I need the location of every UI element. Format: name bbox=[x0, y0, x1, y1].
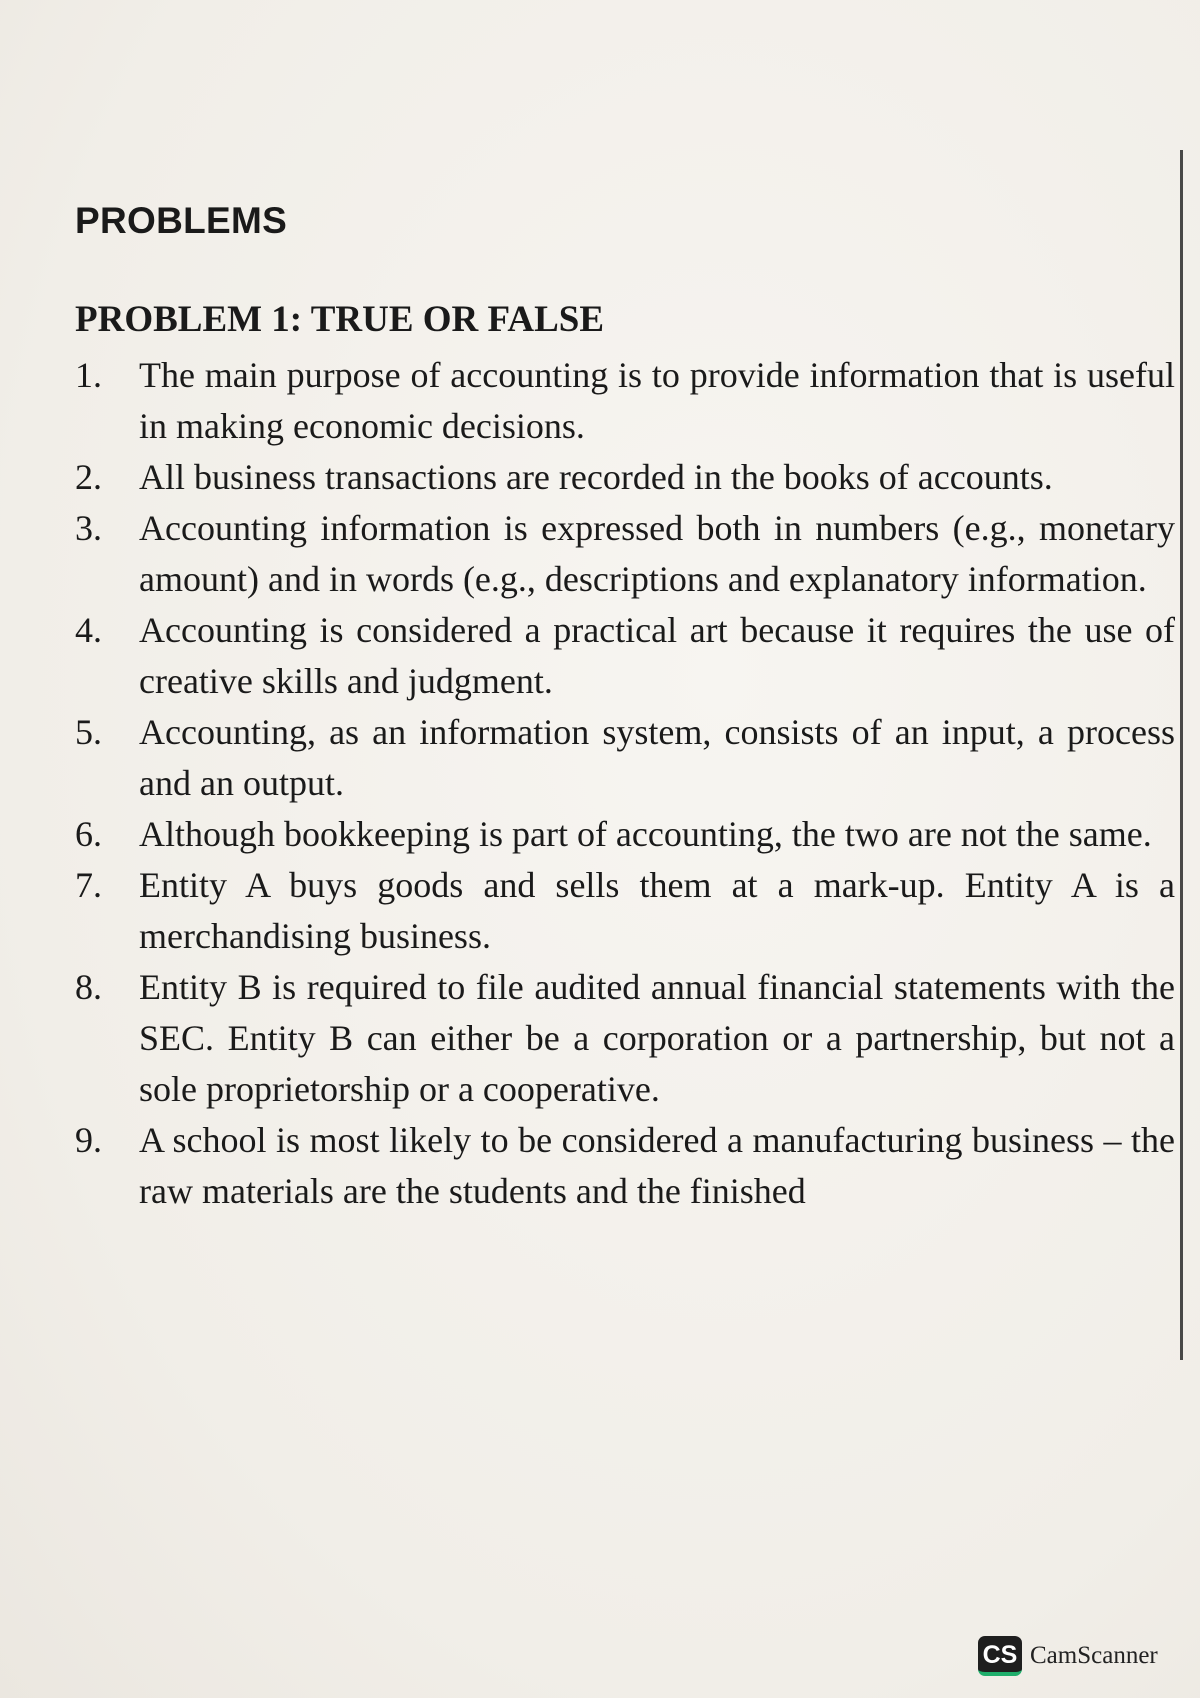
item-number: 8. bbox=[75, 967, 102, 1007]
item-text: Entity B is required to file audited annual financial statements with the SEC. Entity B can either be a corporation or a partnership, but not a sole proprietorship or a cooperative. bbox=[139, 967, 1175, 1109]
item-number: 3. bbox=[75, 508, 102, 548]
list-item bbox=[75, 605, 1175, 707]
camscanner-logo-icon: CS bbox=[978, 1636, 1022, 1676]
item-text: Accounting, as an information system, consists of an input, a process and an output. bbox=[139, 712, 1175, 803]
camscanner-watermark bbox=[978, 1636, 1158, 1676]
item-number: 2. bbox=[75, 457, 102, 497]
item-number: 7. bbox=[75, 865, 102, 905]
item-text: All business transactions are recorded in the books of accounts. bbox=[139, 457, 1053, 497]
item-text: Accounting information is expressed both in numbers (e.g., monetary amount) and in words (e.g., descriptions and explanatory information. bbox=[139, 508, 1175, 599]
item-number: 9. bbox=[75, 1120, 102, 1160]
item-number: 1. bbox=[75, 355, 102, 395]
list-item bbox=[75, 809, 1175, 860]
problem-list bbox=[75, 350, 1175, 1217]
list-item bbox=[75, 503, 1175, 605]
item-text: Entity A buys goods and sells them at a mark-up. Entity A is a merchandising business. bbox=[139, 865, 1175, 956]
list-item bbox=[75, 962, 1175, 1115]
item-number: 6. bbox=[75, 814, 102, 854]
list-item bbox=[75, 1115, 1175, 1217]
page-heading: PROBLEMS bbox=[75, 200, 288, 241]
item-number: 5. bbox=[75, 712, 102, 752]
item-text: Although bookkeeping is part of accounting, the two are not the same. bbox=[139, 814, 1152, 854]
list-item bbox=[75, 350, 1175, 452]
item-text: Accounting is considered a practical art because it requires the use of creative skills and judgment. bbox=[139, 610, 1175, 701]
item-text: A school is most likely to be considered a manufacturing business – the raw materials are the students and the finished bbox=[139, 1120, 1175, 1211]
camscanner-name: CamScanner bbox=[1030, 1642, 1158, 1669]
list-item bbox=[75, 452, 1175, 503]
list-item bbox=[75, 860, 1175, 962]
section-title: PROBLEM 1: TRUE OR FALSE bbox=[75, 299, 605, 340]
item-text: The main purpose of accounting is to provide information that is useful in making economic decisions. bbox=[139, 355, 1175, 446]
list-item bbox=[75, 707, 1175, 809]
page-edge-shadow bbox=[1180, 150, 1183, 1360]
item-number: 4. bbox=[75, 610, 102, 650]
